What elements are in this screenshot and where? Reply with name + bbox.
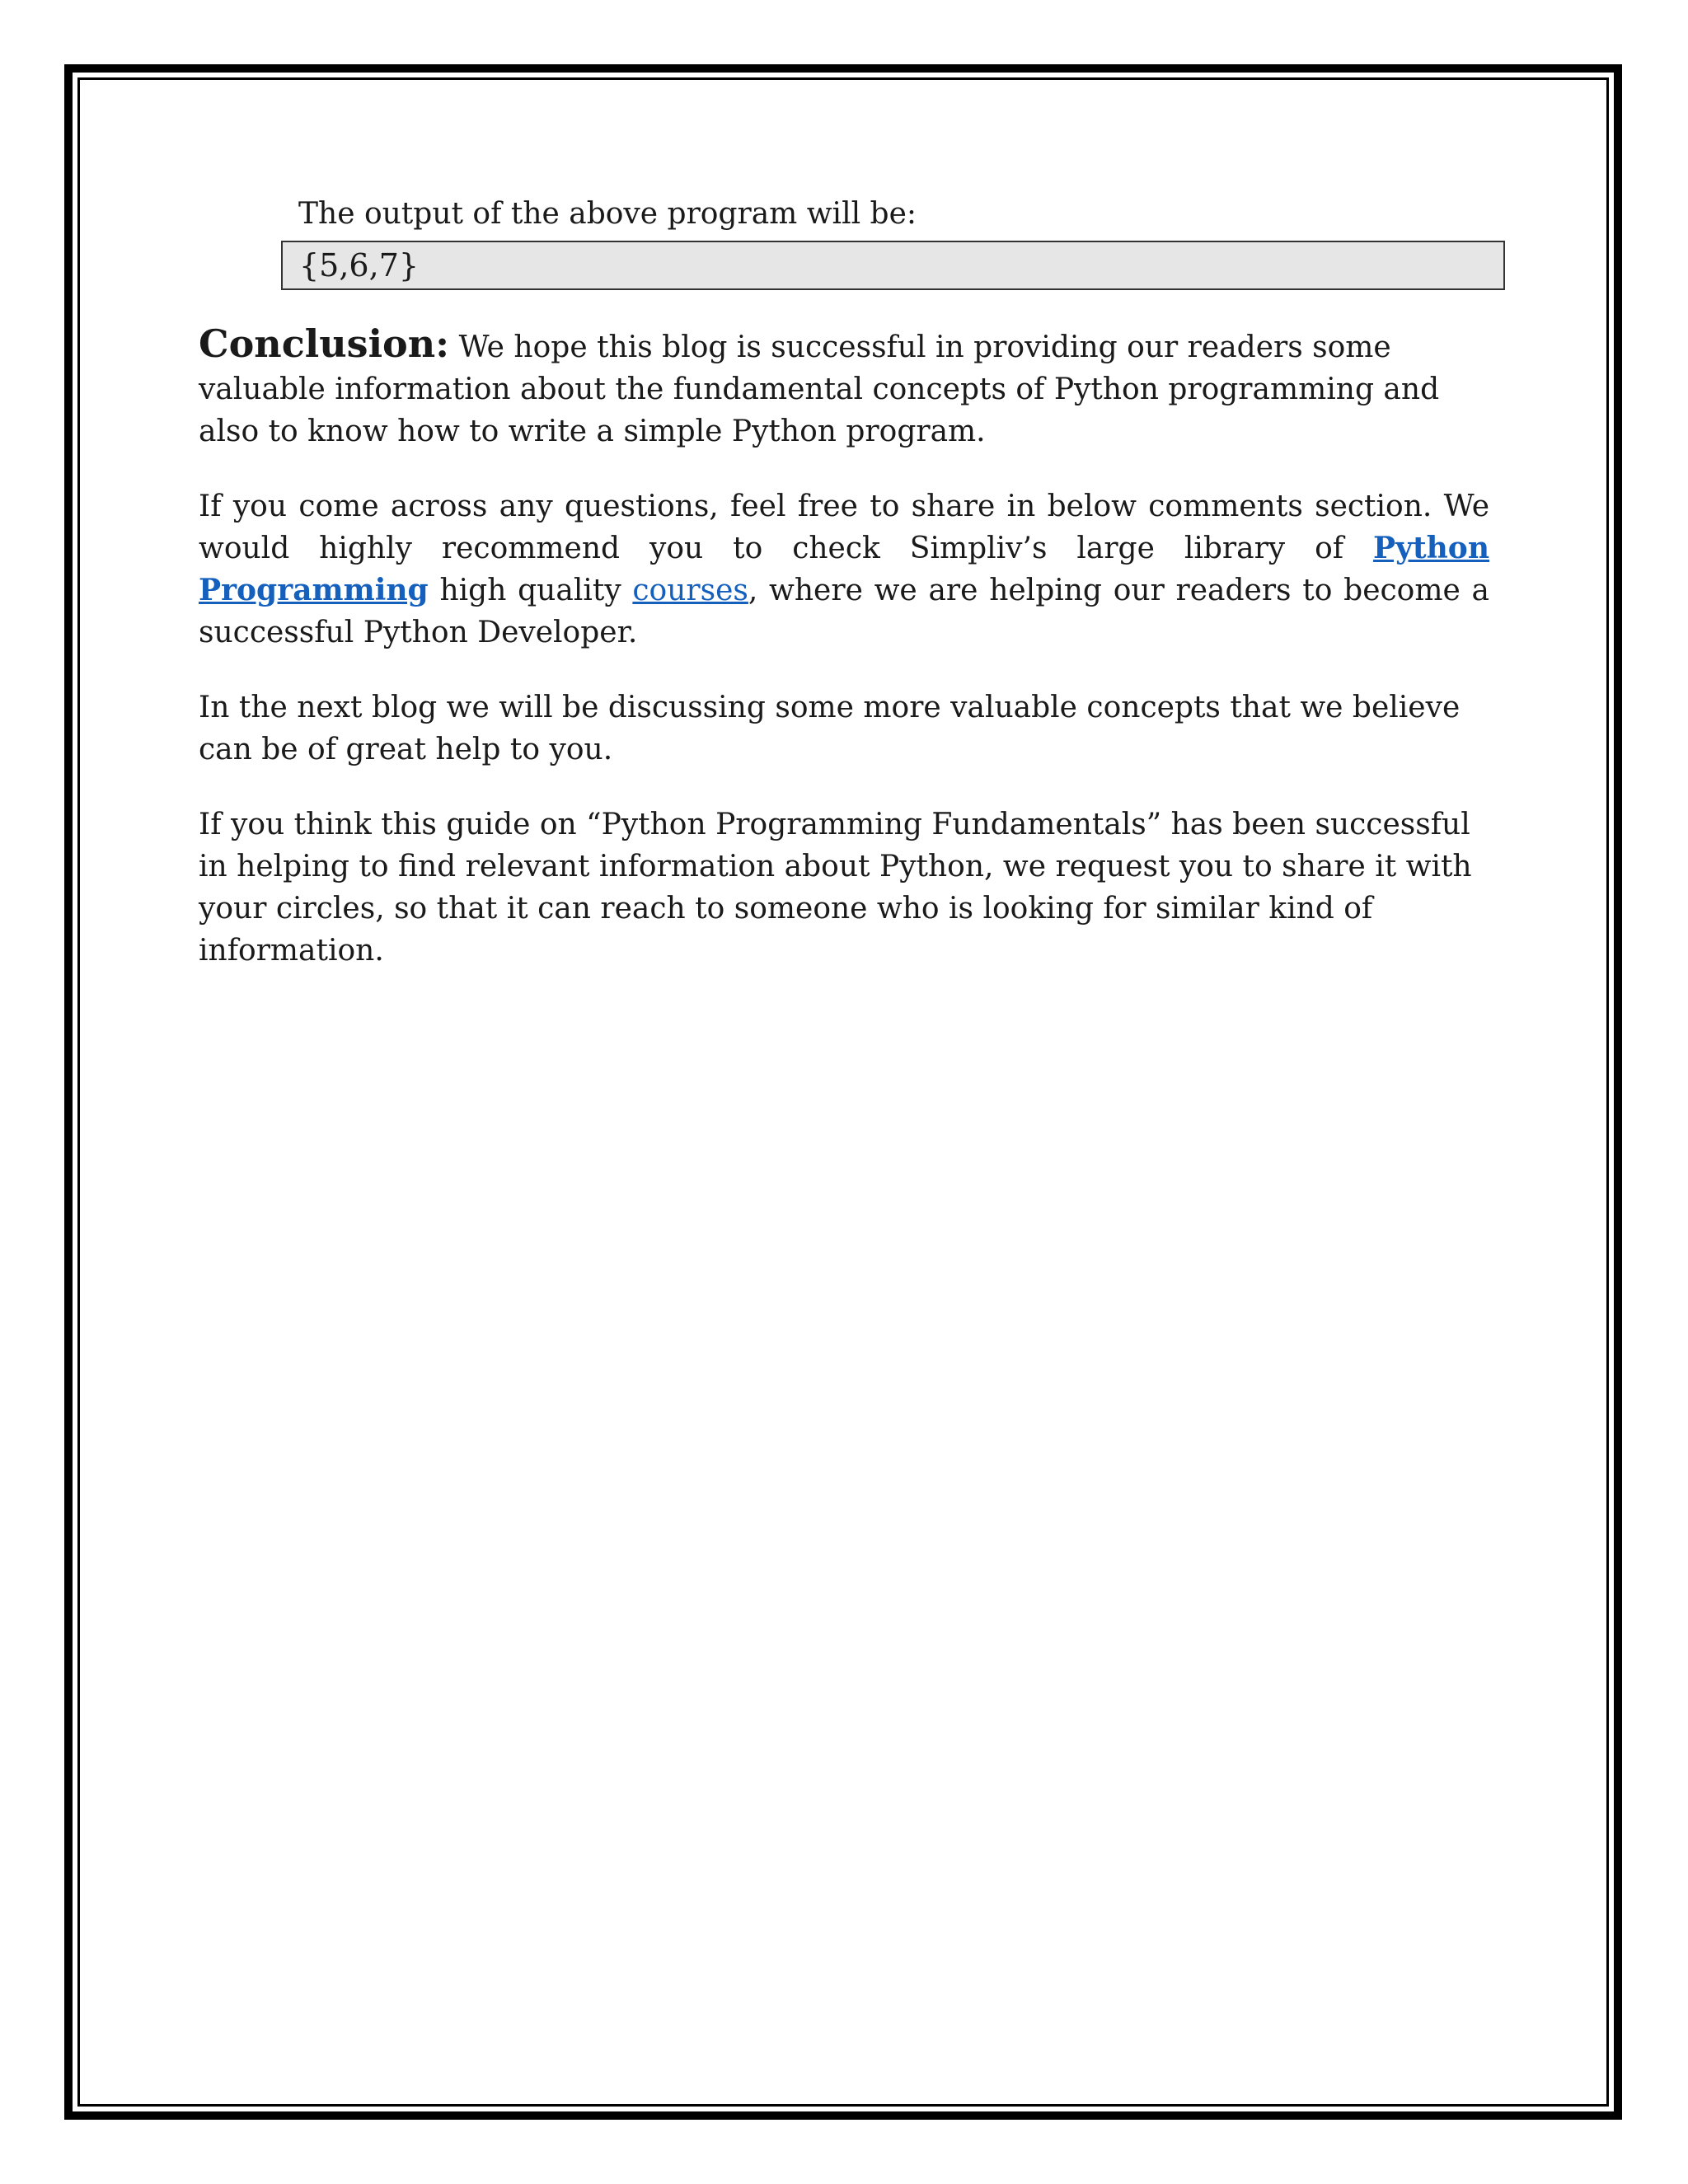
output-intro-text: The output of the above program will be: — [298, 197, 917, 231]
courses-link[interactable]: courses — [632, 574, 748, 607]
comments-text-3: , where we are helping our readers to become a successful Python Developer. — [199, 574, 1489, 649]
conclusion-heading: Conclusion: — [199, 321, 450, 366]
comments-text-1: If you come across any questions, feel free to share in below comments section. We would highly recommend you to check Simpliv’s large library of — [199, 490, 1489, 565]
next-blog-paragraph: In the next blog we will be discussing some more valuable concepts that we believe can be of great help to you. — [199, 691, 1461, 766]
conclusion-text: We hope this blog is successful in providing our readers some valuable information about the fundamental concepts of Python programming and also to know how to write a simple Python program. — [199, 330, 1440, 448]
output-code-box — [281, 241, 1505, 290]
comments-paragraph — [199, 485, 1489, 654]
comments-text-2: high quality — [428, 574, 633, 607]
python-programming-link[interactable]: Python Programming — [199, 531, 1489, 607]
share-paragraph: If you think this guide on “Python Programming Fundamentals” has been successful in helping to find relevant information about Python, we request you to share it with your circles, so that it can reach to someone who is looking for similar kind of information. — [199, 808, 1472, 968]
output-value: {5,6,7} — [299, 247, 420, 284]
document-body — [199, 323, 1489, 1005]
conclusion-paragraph — [199, 323, 1489, 452]
